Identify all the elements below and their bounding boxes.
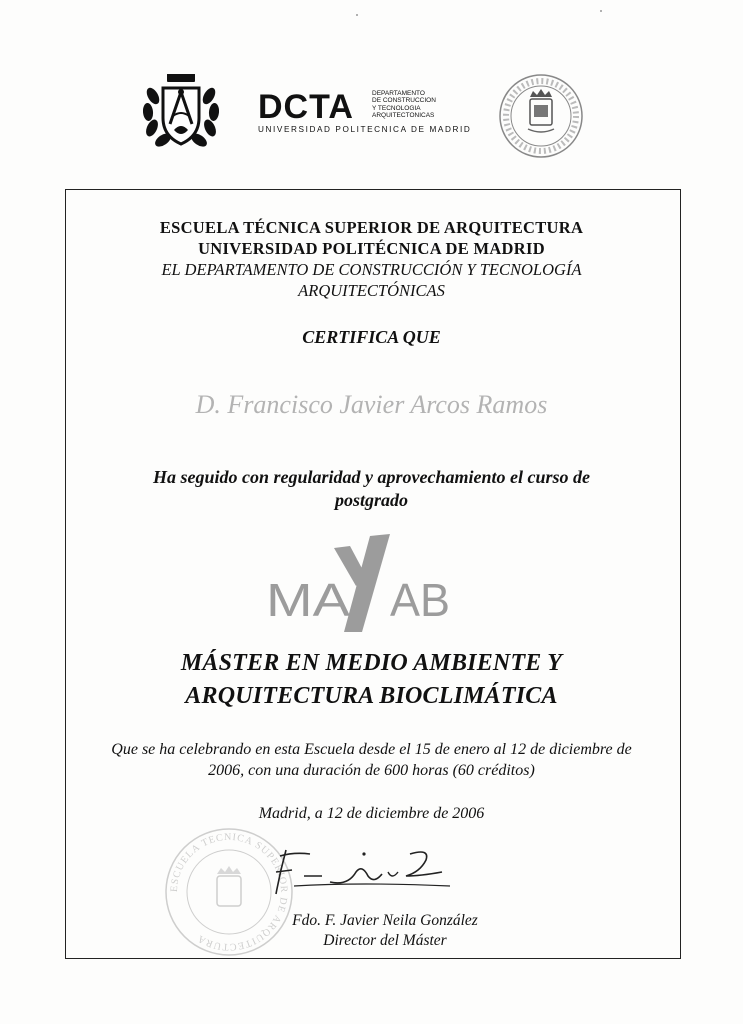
course-statement-line-2: postgrado <box>334 490 408 510</box>
stamp-text: ESCUELA TECNICA SUPERIOR DE ARQUITECTURA <box>168 831 290 953</box>
university-name: UNIVERSIDAD POLITÉCNICA DE MADRID <box>198 239 545 258</box>
department-line-2: ARQUITECTÓNICAS <box>298 281 445 300</box>
dcta-university: UNIVERSIDAD POLITECNICA DE MADRID <box>258 125 472 134</box>
school-crest-icon <box>143 74 219 152</box>
dates-line-1: Que se ha celebrando en esta Escuela desde el 15 de enero al 12 de diciembre de <box>111 741 632 758</box>
scan-speck <box>356 14 358 16</box>
certifies-heading: CERTIFICA QUE <box>302 327 441 347</box>
program-logo-left-text: MA <box>266 574 351 626</box>
dcta-logo <box>256 88 472 138</box>
place-date: Madrid, a 12 de diciembre de 2006 <box>258 805 485 822</box>
dcta-mark: DCTA <box>258 88 354 126</box>
recipient-name: D. Francisco Javier Arcos Ramos <box>195 390 548 419</box>
dcta-department-text <box>372 90 472 120</box>
signer-name: Fdo. F. Javier Neila González <box>292 912 478 929</box>
signer-role: Director del Máster <box>323 932 447 949</box>
course-statement-line-1: Ha seguido con regularidad y aprovechamiento el curso de <box>153 467 590 487</box>
certificate-header <box>0 0 743 190</box>
dcta-dept-line: Y TECNOLOGIA <box>372 104 421 112</box>
dcta-dept-line: DEPARTAMENTO <box>372 90 425 97</box>
dcta-dept-line: ARQUITECTONICAS <box>372 112 435 120</box>
program-title-line-2: ARQUITECTURA BIOCLIMÁTICA <box>185 683 558 709</box>
program-logo-right-text: AB <box>390 574 450 626</box>
director-signature <box>270 842 460 902</box>
program-title-line-1: MÁSTER EN MEDIO AMBIENTE Y <box>180 650 563 676</box>
school-name: ESCUELA TÉCNICA SUPERIOR DE ARQUITECTURA <box>159 218 584 237</box>
dates-line-2: 2006, con una duración de 600 horas (60 créditos) <box>208 762 535 779</box>
program-logo <box>262 528 462 638</box>
dcta-dept-line: DE CONSTRUCCION <box>372 97 436 105</box>
department-line-1: EL DEPARTAMENTO DE CONSTRUCCIÓN Y TECNOLOGÍA <box>161 260 582 279</box>
university-seal-icon <box>498 73 584 159</box>
scan-speck <box>600 10 602 12</box>
